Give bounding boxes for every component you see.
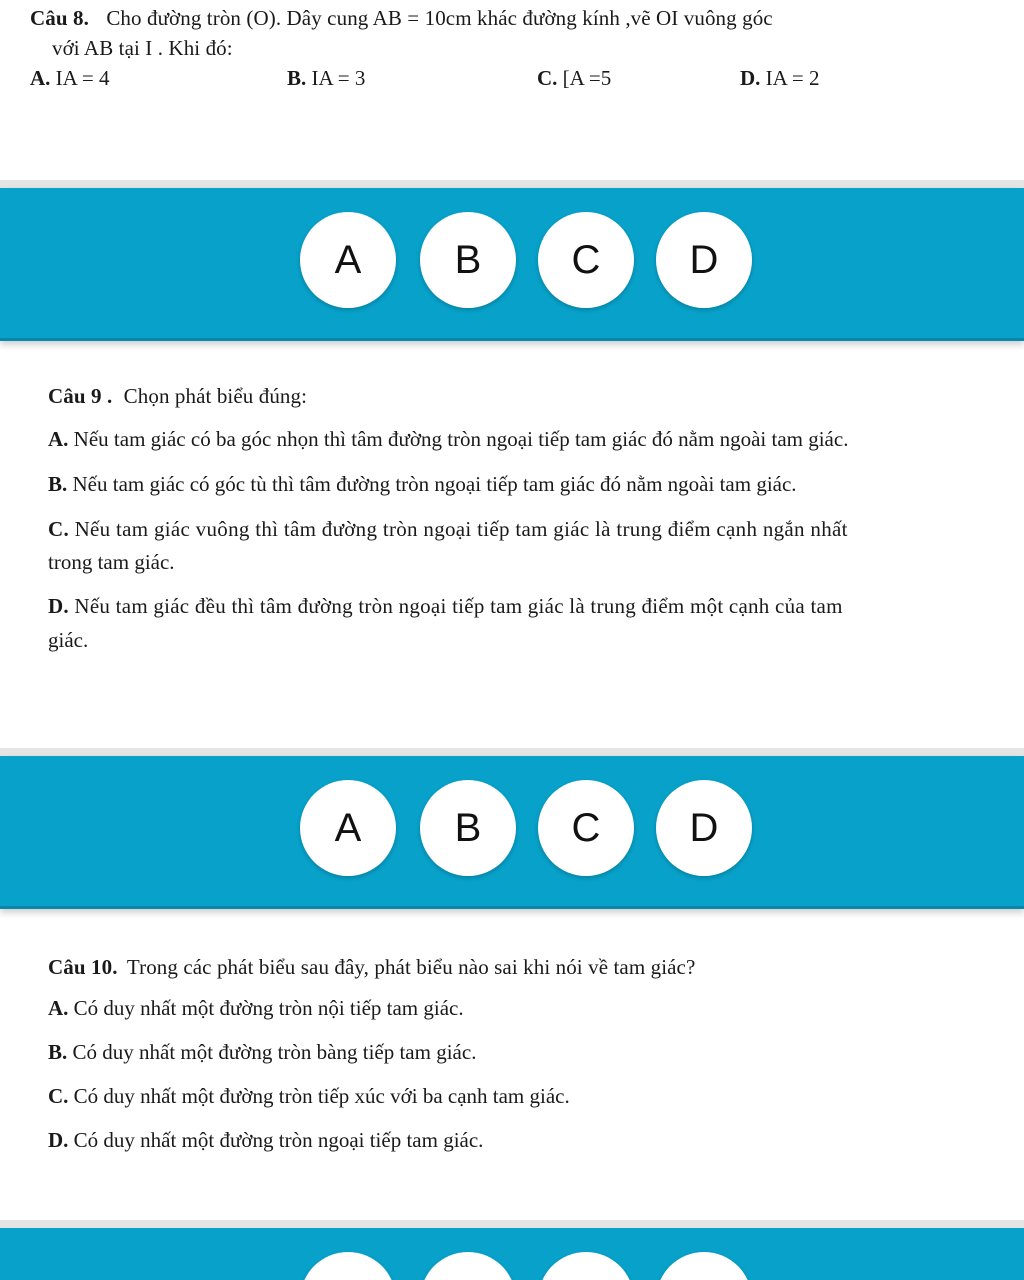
answer-band-q9: [0, 756, 1024, 909]
band-separator: [0, 1220, 1024, 1228]
q10-label: Câu 10.: [48, 955, 118, 979]
q10-option-c: C. Có duy nhất một đường tròn tiếp xúc với ba cạnh tam giác.: [48, 1084, 570, 1108]
q8-option-d: D. IA = 2: [740, 66, 820, 90]
q9-stem: Câu 9 . Chọn phát biểu đúng:: [48, 384, 308, 408]
answer-band-q8: [0, 188, 1024, 341]
q8-label: Câu 8.: [30, 6, 89, 30]
answer-button-d[interactable]: D: [656, 780, 752, 876]
band-separator: [0, 180, 1024, 188]
q9-option-a: A. Nếu tam giác có ba góc nhọn thì tâm đường tròn ngoại tiếp tam giác đó nằm ngoài tam giác.: [48, 427, 849, 451]
q9-option-c: C. Nếu tam giác vuông thì tâm đường tròn ngoại tiếp tam giác là trung điểm cạnh ngắn nhất: [48, 517, 848, 541]
answer-button-c[interactable]: C: [538, 212, 634, 308]
q8-option-b: B. IA = 3: [287, 66, 366, 90]
q8-stem-line2: với AB tại I . Khi đó:: [52, 36, 233, 60]
answer-button-c[interactable]: [538, 1252, 634, 1280]
answer-button-d[interactable]: D: [656, 212, 752, 308]
q9-option-d: D. Nếu tam giác đều thì tâm đường tròn ngoại tiếp tam giác là trung điểm một cạnh của tam: [48, 594, 843, 618]
answer-band-q10: [0, 1228, 1024, 1280]
answer-button-a[interactable]: A: [300, 780, 396, 876]
answer-button-b[interactable]: B: [420, 780, 516, 876]
answer-button-b[interactable]: [420, 1252, 516, 1280]
band-separator: [0, 748, 1024, 756]
q8-stem-line1: Cho đường tròn (O). Dây cung AB = 10cm khác đường kính ,vẽ OI vuông góc: [106, 6, 773, 30]
q8-line1: [30, 6, 773, 31]
answer-button-c[interactable]: C: [538, 780, 634, 876]
answer-button-b[interactable]: B: [420, 212, 516, 308]
answer-button-a[interactable]: [300, 1252, 396, 1280]
answer-button-d[interactable]: [656, 1252, 752, 1280]
q9-option-b: B. Nếu tam giác có góc tù thì tâm đường tròn ngoại tiếp tam giác đó nằm ngoài tam giác.: [48, 472, 797, 496]
q10-stem: Câu 10. Trong các phát biểu sau đây, phát biểu nào sai khi nói về tam giác?: [48, 955, 696, 979]
q10-option-a: A. Có duy nhất một đường tròn nội tiếp tam giác.: [48, 996, 464, 1020]
q9-option-c-cont: trong tam giác.: [48, 550, 175, 574]
q10-option-d: D. Có duy nhất một đường tròn ngoại tiếp tam giác.: [48, 1128, 484, 1152]
q8-option-a: A. IA = 4: [30, 66, 110, 90]
q10-option-b: B. Có duy nhất một đường tròn bàng tiếp tam giác.: [48, 1040, 477, 1064]
q8-option-c: C. [A =5: [537, 66, 612, 90]
q9-label: Câu 9 .: [48, 384, 113, 408]
answer-button-a[interactable]: A: [300, 212, 396, 308]
q9-option-d-cont: giác.: [48, 628, 89, 652]
